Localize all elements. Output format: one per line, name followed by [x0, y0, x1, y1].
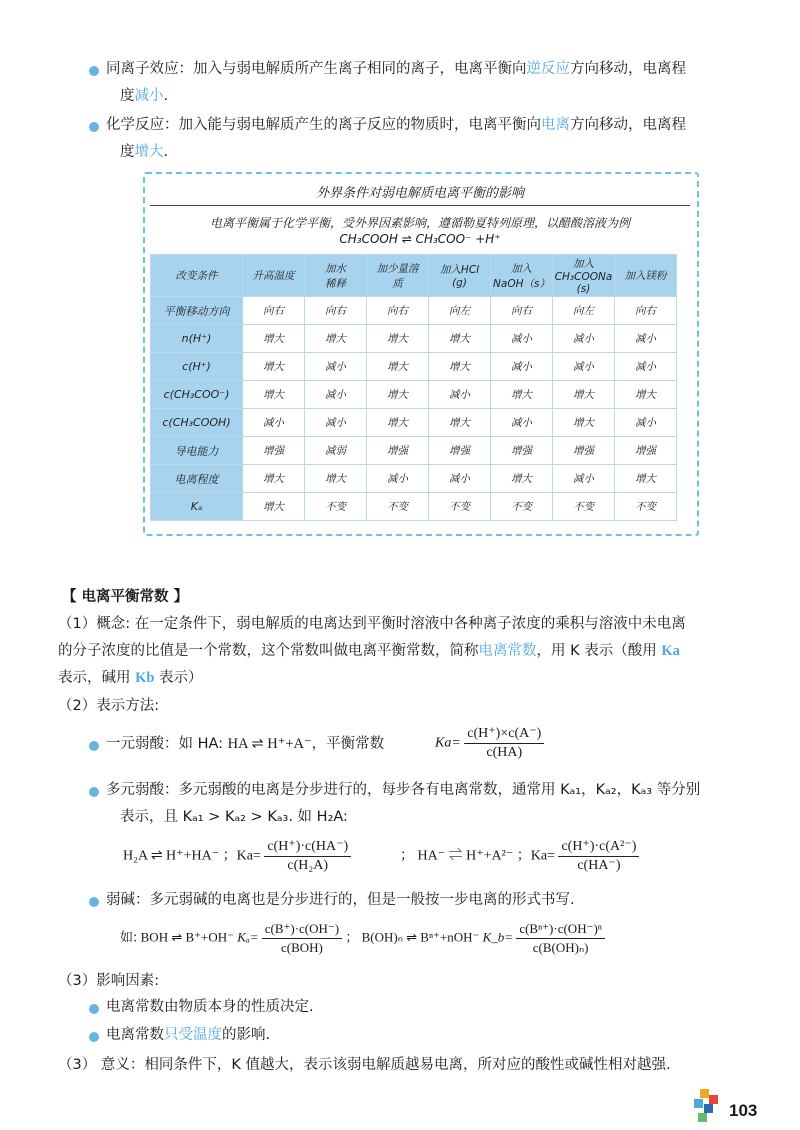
significance: （3） 意义：相同条件下，K 值越大，表示该弱电解质越易电离，所对应的酸性或碱性相对越强. [58, 1057, 671, 1073]
table-cell: 增大 [615, 465, 677, 493]
bullet-dot [89, 787, 99, 797]
highlight: Ka [661, 643, 680, 659]
text: 电离常数 [106, 1027, 164, 1043]
title-underline [150, 205, 690, 206]
table-cell: 增大 [491, 465, 553, 493]
table-cell: 增大 [429, 353, 491, 381]
table-cell: 向右 [491, 297, 553, 325]
table-cell: 不变 [429, 493, 491, 521]
table-cell: 不变 [615, 493, 677, 521]
fraction [262, 920, 342, 957]
bullet-dot [89, 1004, 99, 1014]
text: 如: [120, 930, 138, 946]
row-label: 电离程度 [151, 465, 243, 493]
table-cell: 不变 [367, 493, 429, 521]
text: 表示） [154, 670, 203, 686]
table-row [151, 297, 677, 325]
factor-1: 电离常数由物质本身的性质决定. [106, 999, 314, 1015]
numerator: c(Bⁿ⁺)·c(OH⁻)ⁿ [516, 920, 605, 939]
table-header: 加入 NaOH（s） [491, 255, 553, 297]
table-header: 加入镁粉 [615, 255, 677, 297]
table-cell: 不变 [553, 493, 615, 521]
fraction [558, 838, 639, 875]
table-cell: 减小 [491, 409, 553, 437]
table-cell: 减小 [491, 353, 553, 381]
table-cell: 减小 [553, 353, 615, 381]
table-cell: 增大 [615, 381, 677, 409]
row-label: c(H⁺) [151, 353, 243, 381]
concept-line1: （1）概念: 在一定条件下，弱电解质的电离达到平衡时溶液中各种离子浓度的乘积与溶液中未电离 [58, 616, 686, 632]
table-cell: 向右 [615, 297, 677, 325]
bullet-dot [89, 741, 99, 751]
monoprotic [106, 733, 384, 755]
polyprotic-line2: 表示，且 Kₐ₁ > Kₐ₂ > Kₐ₃. 如 H₂A: [120, 809, 348, 825]
table-cell: 增强 [243, 437, 305, 465]
highlight: 电离常数 [478, 643, 537, 659]
table-row [151, 437, 677, 465]
table-cell: 增大 [367, 353, 429, 381]
text: 方向移动，电离程 [570, 61, 686, 77]
table-cell: 减小 [367, 465, 429, 493]
table-row [151, 493, 677, 521]
table-cell: 增大 [305, 325, 367, 353]
table-cell: 减小 [305, 409, 367, 437]
bullet-common-ion [106, 58, 766, 80]
table-cell: 向右 [305, 297, 367, 325]
table-cell: 增大 [243, 353, 305, 381]
table-header: 加水 稀释 [305, 255, 367, 297]
text: 度 [120, 88, 135, 104]
denominator: c(H₂A) [287, 858, 329, 873]
logo-icon [692, 1089, 722, 1125]
table-cell: 增大 [243, 325, 305, 353]
table-header: 加少量溶 质 [367, 255, 429, 297]
table-cell: 增强 [615, 437, 677, 465]
highlight: 电离 [541, 117, 570, 133]
highlight: Kb [135, 670, 155, 686]
row-label: c(CH₃COOH) [151, 409, 243, 437]
table-row [151, 409, 677, 437]
highlight: 减小 [134, 88, 164, 104]
bullet-dot [89, 122, 99, 132]
text: ，用 K 表示（酸用 [536, 643, 662, 659]
equation: HA ⇌ H⁺+A⁻ [227, 736, 312, 752]
text: 的分子浓度的比值是一个常数，这个常数叫做电离平衡常数，简称 [58, 643, 479, 659]
table-cell: 减小 [491, 325, 553, 353]
table-cell: 增强 [367, 437, 429, 465]
table-cell: 增强 [491, 437, 553, 465]
table-cell: 向左 [429, 297, 491, 325]
highlight: 逆反应 [526, 61, 570, 77]
table-cell: 增大 [429, 325, 491, 353]
equation: ； B(OH)ₙ ⇌ Bⁿ⁺+nOH⁻ [345, 929, 480, 945]
table-cell: 增大 [243, 493, 305, 521]
ka-label: ；Ka= [516, 848, 555, 864]
row-label: Kₐ [151, 493, 243, 521]
box-equation: CH₃COOH ⇌ CH₃COO⁻ +H⁺ [339, 232, 501, 246]
kb-label: K_b= [482, 929, 514, 945]
table-cell: 减小 [615, 325, 677, 353]
bullet-dot [89, 66, 99, 76]
equation: H₂A ⇌ H⁺+HA⁻ [123, 848, 220, 864]
row-label: n(H⁺) [151, 325, 243, 353]
text: 方向移动，电离程 [570, 117, 686, 133]
highlight: 只受温度 [164, 1027, 222, 1043]
table-cell: 增强 [553, 437, 615, 465]
table-cell: 增大 [243, 381, 305, 409]
table-cell: 不变 [305, 493, 367, 521]
table-cell: 增大 [429, 409, 491, 437]
table-row [151, 381, 677, 409]
text: . [163, 88, 169, 104]
ka-polyprotic-step1 [123, 838, 351, 875]
box-title: 外界条件对弱电解质电离平衡的影响 [315, 186, 524, 201]
kb-weak-base [120, 920, 605, 957]
row-label: 平衡移动方向 [151, 297, 243, 325]
table-cell: 不变 [491, 493, 553, 521]
table-cell: 增大 [553, 409, 615, 437]
table-cell: 向左 [553, 297, 615, 325]
table-cell: 减小 [615, 353, 677, 381]
equation: ； HA⁻ ⇌ H⁺+A²⁻ [400, 848, 514, 864]
text: ，平衡常数 [311, 736, 385, 752]
table-cell: 增大 [367, 381, 429, 409]
fraction [516, 920, 605, 957]
bullet-dot [89, 1032, 99, 1042]
bullet-chem-reaction [106, 114, 766, 136]
bullet-common-ion-line2 [120, 85, 168, 107]
denominator: c(BOH) [280, 940, 323, 955]
table-cell: 减小 [615, 409, 677, 437]
polyprotic-line1: 多元弱酸：多元弱酸的电离是分步进行的，每步各有电离常数，通常用 Kₐ₁，Kₐ₂，Kₐ₃ 等分别 [106, 782, 701, 798]
ka-polyprotic-step2 [400, 838, 639, 875]
numerator: c(B⁺)·c(OH⁻) [262, 920, 342, 939]
factors-heading: （3）影响因素: [58, 973, 160, 989]
ka-label: Ka= [435, 735, 461, 751]
row-label: 导电能力 [151, 437, 243, 465]
bullet-chem-reaction-line2 [120, 141, 168, 163]
table-cell: 增大 [367, 409, 429, 437]
table-cell: 增强 [429, 437, 491, 465]
table-cell: 减小 [243, 409, 305, 437]
table-cell: 增大 [305, 465, 367, 493]
table-cell: 增大 [491, 381, 553, 409]
table-cell: 增大 [367, 325, 429, 353]
text: 度 [120, 144, 135, 160]
fraction [264, 838, 351, 875]
table-cell: 减小 [429, 465, 491, 493]
method-heading: （2）表示方法: [58, 698, 160, 714]
ka-label: Kₐ= [237, 929, 259, 945]
table-cell: 向右 [367, 297, 429, 325]
text: 表示，碱用 [58, 670, 136, 686]
ka-monoprotic [435, 725, 544, 762]
table-cell: 向右 [243, 297, 305, 325]
table-header: 加入 CH₃COONa (s) [553, 255, 615, 297]
ka-label: ；Ka= [222, 848, 261, 864]
text: 一元弱酸：如 HA: [106, 736, 224, 752]
factor-2 [106, 1024, 270, 1046]
equation: BOH ⇌ B⁺+OH⁻ [140, 929, 234, 945]
table-header: 加入HCl (g) [429, 255, 491, 297]
table-row [151, 353, 677, 381]
numerator: c(H⁺)·c(A²⁻) [558, 838, 639, 857]
table-cell: 减小 [305, 381, 367, 409]
section-heading: 【 电离平衡常数 】 [62, 589, 189, 605]
denominator: c(HA) [486, 745, 523, 760]
fraction [464, 725, 544, 762]
table-cell: 减小 [553, 465, 615, 493]
table-cell: 减弱 [305, 437, 367, 465]
numerator: c(H⁺)·c(HA⁻) [264, 838, 351, 857]
text: 同离子效应：加入与弱电解质所产生离子相同的离子，电离平衡向 [106, 61, 527, 77]
text: 化学反应：加入能与弱电解质产生的离子反应的物质时，电离平衡向 [106, 117, 541, 133]
table-cell: 减小 [429, 381, 491, 409]
box-subtitle: 电离平衡属于化学平衡，受外界因素影响，遵循勒夏特列原理，以醋酸溶液为例 [209, 216, 630, 230]
text: 的影响. [222, 1027, 271, 1043]
influence-table [150, 254, 677, 521]
table-cell: 减小 [553, 325, 615, 353]
numerator: c(H⁺)×c(A⁻) [464, 725, 544, 744]
table-cell: 增大 [553, 381, 615, 409]
weak-base-line1: 弱碱：多元弱碱的电离也是分步进行的，但是一般按一步电离的形式书写. [106, 892, 575, 908]
text: . [163, 144, 169, 160]
table-cell: 减小 [305, 353, 367, 381]
highlight: 增大 [134, 144, 164, 160]
page-number: 103 [729, 1101, 758, 1120]
denominator: c(B(OH)ₙ) [532, 940, 589, 955]
table-header: 升高温度 [243, 255, 305, 297]
concept-line2 [58, 640, 778, 662]
table-header: 改变条件 [151, 255, 243, 297]
concept-line3 [58, 667, 203, 689]
denominator: c(HA⁻) [577, 858, 621, 873]
table-row [151, 325, 677, 353]
table-row [151, 465, 677, 493]
row-label: c(CH₃COO⁻) [151, 381, 243, 409]
table-cell: 增大 [243, 465, 305, 493]
bullet-dot [89, 897, 99, 907]
